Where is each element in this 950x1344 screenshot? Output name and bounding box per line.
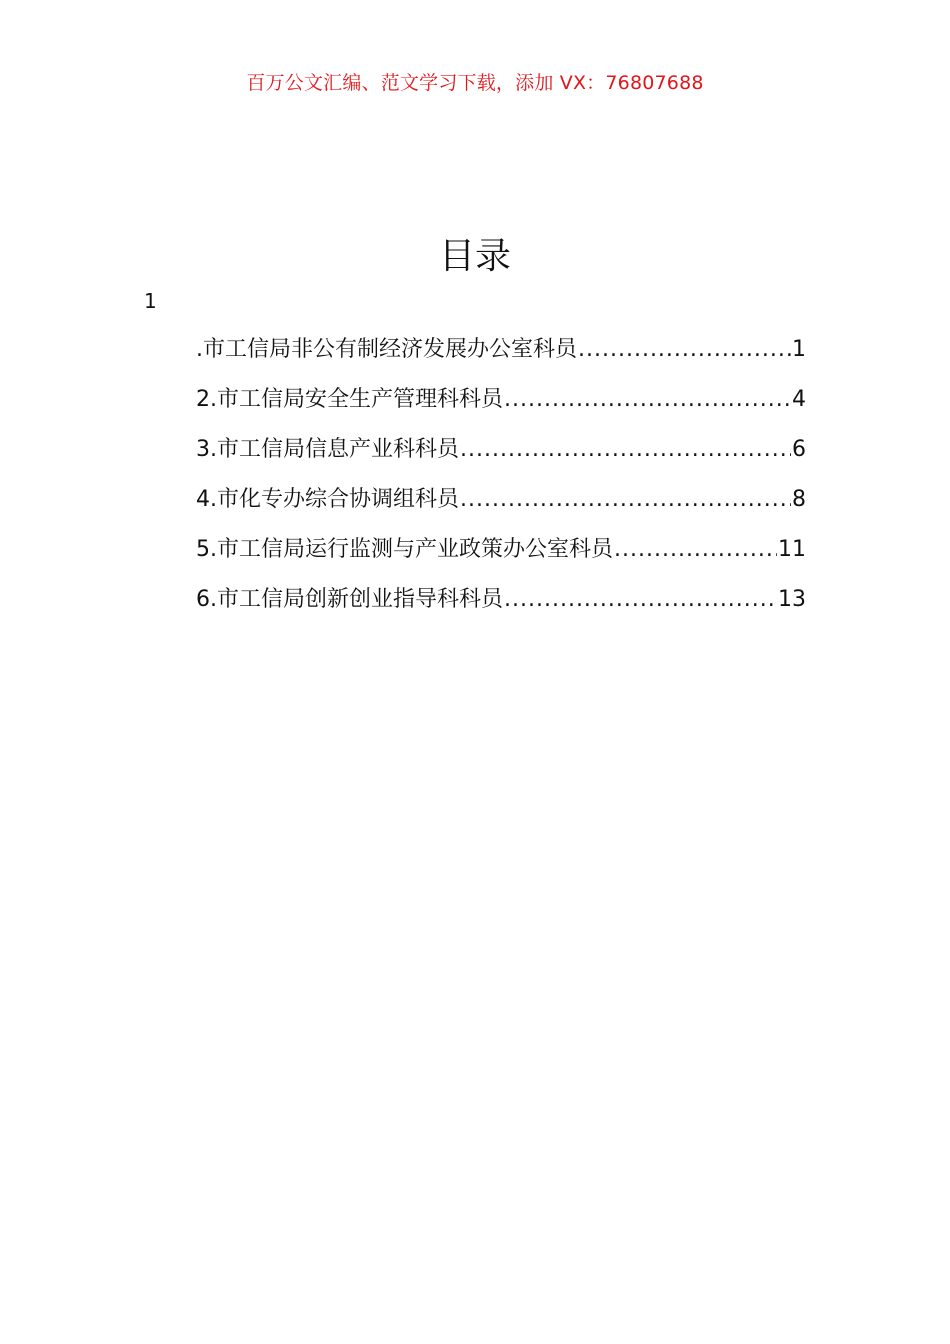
toc-title: 目录 bbox=[438, 236, 511, 277]
toc-page-number: 6 bbox=[792, 437, 806, 462]
toc-entry-1[interactable] bbox=[196, 333, 806, 383]
toc-entry-4[interactable] bbox=[196, 483, 806, 533]
toc-dot-leader bbox=[460, 433, 791, 467]
toc-dot-leader bbox=[460, 483, 791, 517]
toc-entry-text: 6.市工信局创新创业指导科科员 bbox=[196, 587, 503, 612]
toc-entry-5[interactable] bbox=[196, 533, 806, 583]
toc-page-number: 1 bbox=[792, 337, 806, 362]
promo-header: 百万公文汇编、范文学习下载，添加 VX：76807688 bbox=[246, 72, 704, 94]
toc-entry-text: 4.市化专办综合协调组科员 bbox=[196, 487, 459, 512]
toc-page-number: 4 bbox=[792, 387, 806, 412]
toc-dot-leader bbox=[578, 333, 791, 367]
toc-entry-3[interactable] bbox=[196, 433, 806, 483]
toc-entry-text: 3.市工信局信息产业科科员 bbox=[196, 437, 459, 462]
toc-page-number: 8 bbox=[792, 487, 806, 512]
toc-page-number: 11 bbox=[778, 537, 806, 562]
toc-entry-2[interactable] bbox=[196, 383, 806, 433]
toc-entry-text: 2.市工信局安全生产管理科科员 bbox=[196, 387, 503, 412]
toc-dot-leader bbox=[614, 533, 777, 567]
table-of-contents bbox=[196, 333, 806, 633]
toc-entry-text: 5.市工信局运行监测与产业政策办公室科员 bbox=[196, 537, 613, 562]
toc-page-number: 13 bbox=[778, 587, 806, 612]
list-number: 1 bbox=[144, 289, 157, 313]
toc-dot-leader bbox=[504, 583, 777, 617]
toc-entry-6[interactable] bbox=[196, 583, 806, 633]
toc-dot-leader bbox=[504, 383, 791, 417]
toc-entry-text: .市工信局非公有制经济发展办公室科员 bbox=[196, 337, 577, 362]
